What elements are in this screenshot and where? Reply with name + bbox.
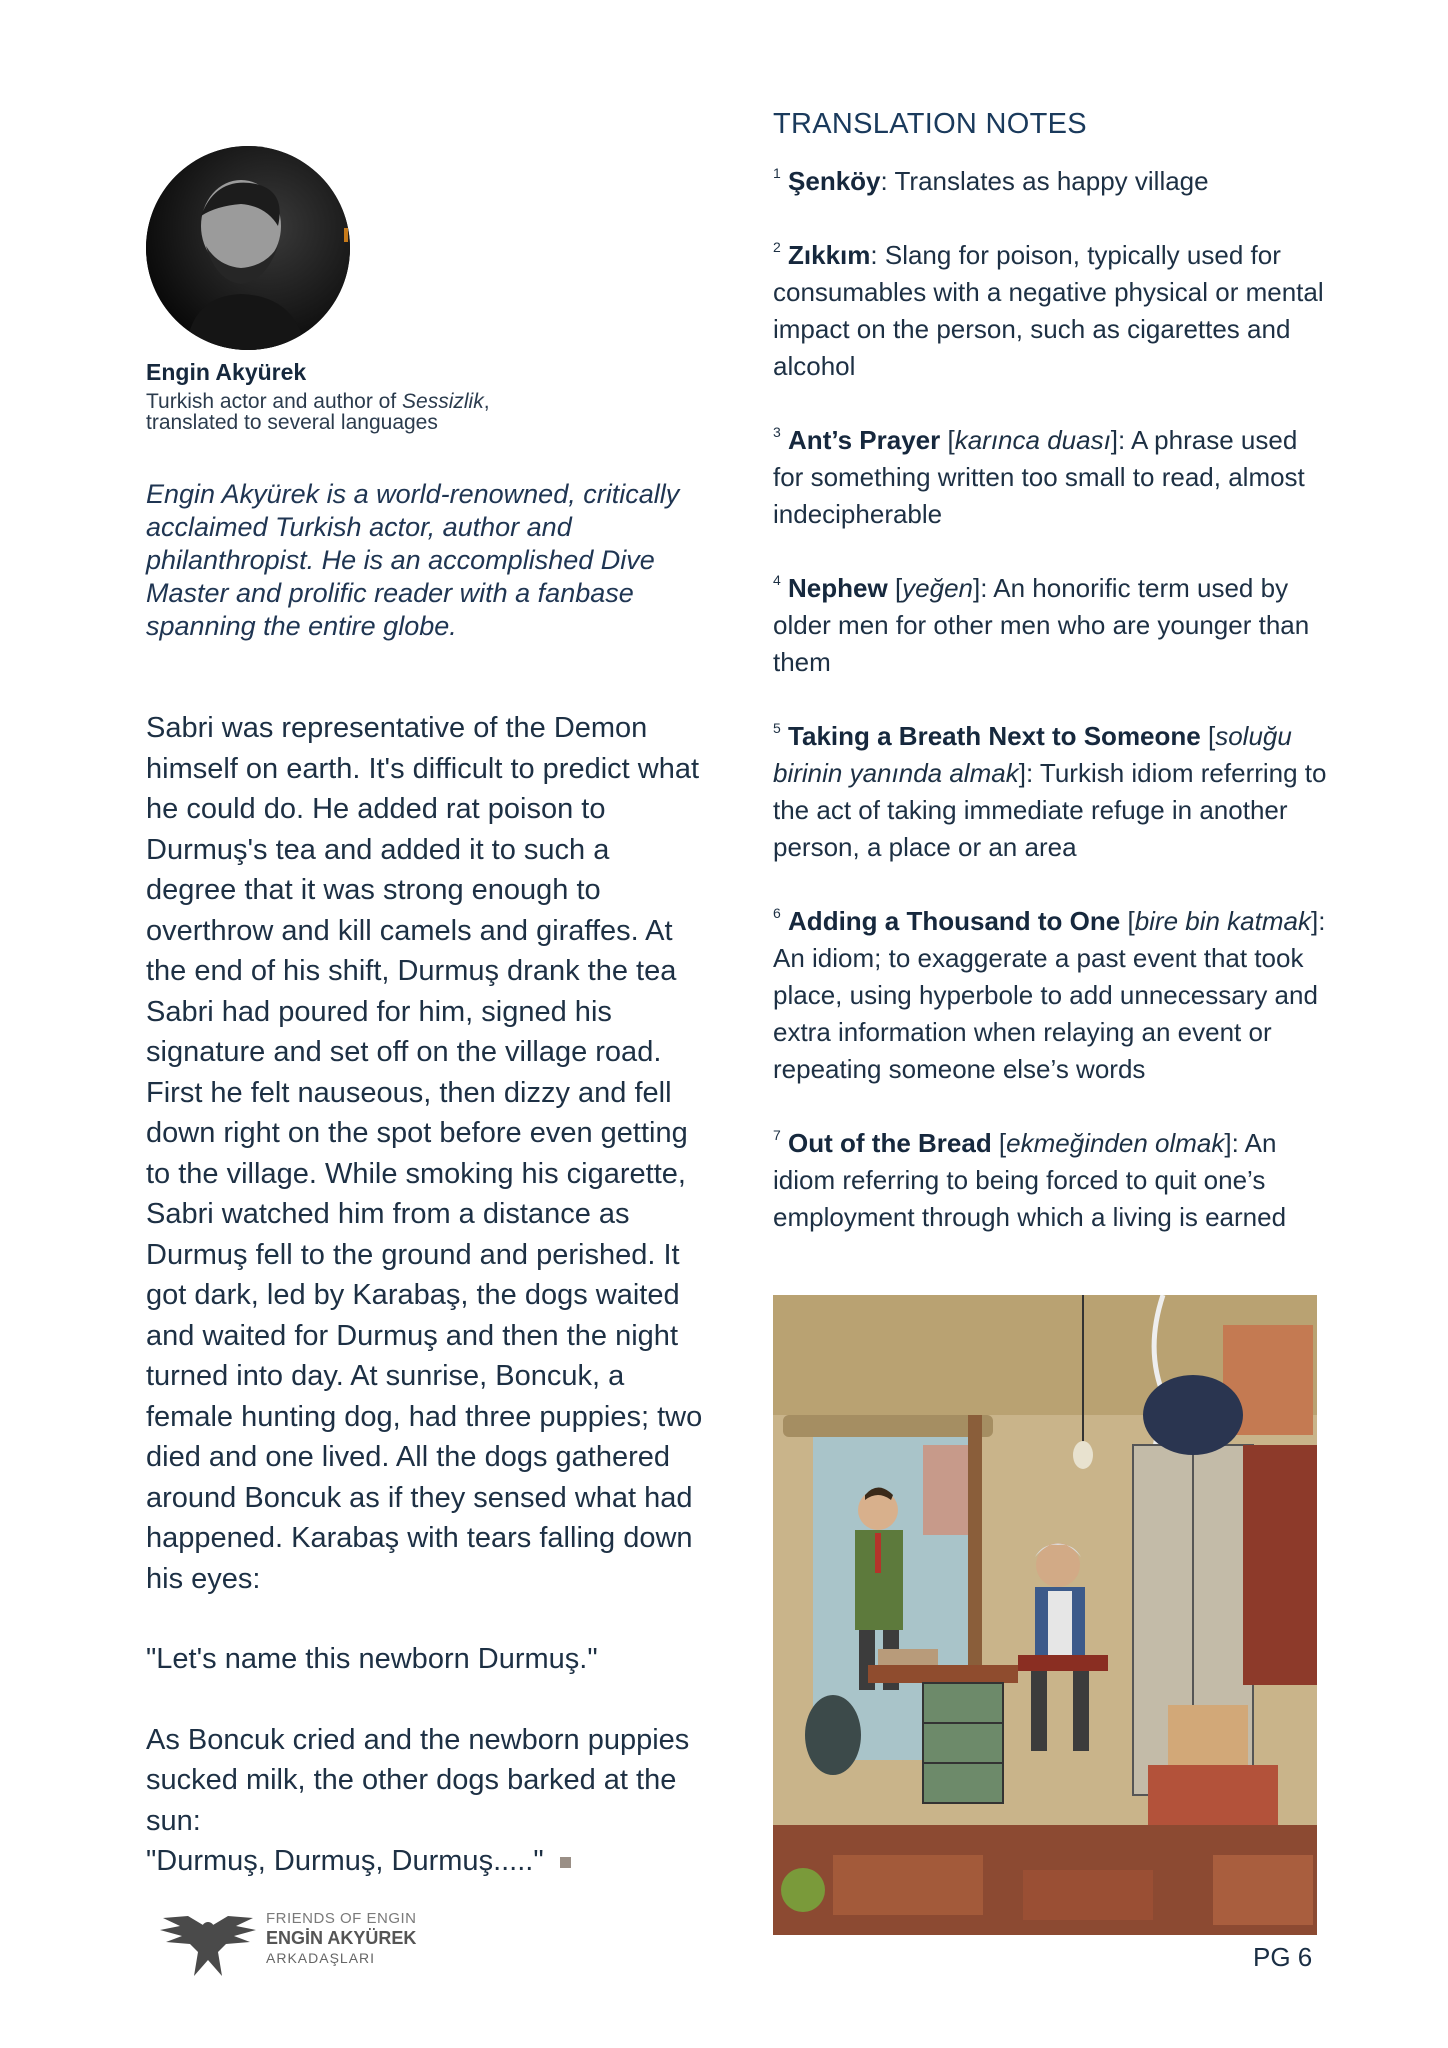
note-original-term: soluğu birinin yanında almak xyxy=(773,721,1292,788)
end-mark-icon xyxy=(560,1857,571,1868)
note-number: 6 xyxy=(773,905,781,921)
author-role-prefix: Turkish actor and author of xyxy=(146,390,403,413)
translation-note: $^3$ Ant’s Prayer [karınca duası]: A phrase used for something written too small to read, almost indecipherable xyxy=(773,424,1305,529)
translation-notes-heading: TRANSLATION NOTES xyxy=(773,108,1087,140)
note-original-term: ekmeğinden olmak xyxy=(1006,1128,1225,1158)
translation-note: $^7$ Out of the Bread [ekmeğinden olmak]: An idiom referring to being forced to quit one’s employment through which a living is earned xyxy=(773,1127,1287,1232)
translation-notes-list xyxy=(773,163,1328,1273)
note-term: Taking a Breath Next to Someone xyxy=(788,721,1201,751)
author-role-line2: translated to several languages xyxy=(146,411,438,434)
author-role-suffix: , xyxy=(483,390,490,413)
logo-text-line3: ARKADAŞLARI xyxy=(266,1950,376,1966)
author-book-title: Sessizlik xyxy=(402,390,484,413)
note-definition: : Turkish idiom referring to the act of taking immediate refuge in another person, a place or an area xyxy=(773,758,1327,862)
note-original-term: yeğen xyxy=(902,573,974,603)
story-ending-text: "Durmuş, Durmuş, Durmuş....." xyxy=(146,1845,544,1877)
story-paragraph: Sabri was representative of the Demon himself on earth. It's difficult to predict what he could do. He added rat poison to Durmuş's tea and added it to such a degree that it was strong enough to overthrow and kill camels and giraffes. At the end of his shift, Durmuş drank the tea Sabri had poured for him, signed his signature and set off on the village road. First he felt nauseous, then dizzy and fell down right on the spot before even getting to the village. While smoking his cigarette, Sabri watched him from a distance as Durmuş fell to the ground and perished. It got dark, led by Karabaş, the dogs waited and waited for Durmuş and then the night turned into day. At sunrise, Boncuk, a female hunting dog, had three puppies; two died and one lived. All the dogs gathered around Boncuk as if they sensed what had happened. Karabaş with tears falling down his eyes: xyxy=(146,712,703,1595)
translation-note xyxy=(773,237,1328,385)
author-name: Engin Akyürek xyxy=(146,359,307,385)
note-definition: : A phrase used for something written too small to read, almost indecipherable xyxy=(773,425,1305,529)
note-term: Şenköy xyxy=(788,166,881,196)
author-photo xyxy=(146,146,350,350)
note-term: Zıkkım xyxy=(788,240,871,270)
logo-text-line1: FRIENDS OF ENGIN xyxy=(266,1910,417,1927)
note-original-term: bire bin katmak xyxy=(1134,906,1311,936)
translation-note: $^4$ Nephew [yeğen]: An honorific term used by older men for other men who are younger than them xyxy=(773,572,1310,677)
friends-of-engin-logo xyxy=(158,1908,438,1980)
eagle-icon xyxy=(158,1908,258,1978)
note-number: 1 xyxy=(773,165,781,181)
note-definition: : Slang for poison, typically used for consumables with a negative physical or mental impact on the person, such as cigarettes and alcohol xyxy=(773,240,1324,381)
note-definition: : An idiom; to exaggerate a past event that took place, using hyperbole to add unnecessary and extra information when relaying an event or repeating someone else’s words xyxy=(773,906,1326,1084)
author-role xyxy=(146,391,566,433)
translation-note: $^6$ Adding a Thousand to One [bire bin katmak]: An idiom; to exaggerate a past event that took place, using hyperbole to add unnecessary and extra information when relaying an event or repeating someone else’s words xyxy=(773,905,1326,1084)
note-number: 7 xyxy=(773,1127,781,1143)
note-term: Out of the Bread xyxy=(788,1128,992,1158)
note-number: 3 xyxy=(773,424,781,440)
note-term: Adding a Thousand to One xyxy=(788,906,1121,936)
author-bio: Engin Akyürek is a world-renowned, critically acclaimed Turkish actor, author and philanthropist. He is an accomplished Dive Master and prolific reader with a fanbase spanning the entire globe. xyxy=(146,479,680,641)
note-term: Ant’s Prayer xyxy=(788,425,941,455)
story-text xyxy=(146,708,706,1882)
logo-text-line2: ENGİN AKYÜREK xyxy=(266,1928,417,1948)
story-quote: "Let's name this newborn Durmuş." xyxy=(146,1643,598,1675)
story-ending xyxy=(146,1841,706,1882)
note-number: 5 xyxy=(773,720,781,736)
note-definition: : An honorific term used by older men for other men who are younger than them xyxy=(773,573,1310,677)
note-number: 4 xyxy=(773,572,781,588)
translation-note: $^5$ Taking a Breath Next to Someone [soluğu birinin yanında almak]: Turkish idiom referring to the act of taking immediate refuge in another person, a place or an area xyxy=(773,720,1327,862)
page-number: PG 6 xyxy=(1253,1942,1313,1972)
note-original-term: karınca duası xyxy=(954,425,1111,455)
note-number: 2 xyxy=(773,239,781,255)
note-definition: : Translates as happy village xyxy=(880,166,1209,196)
translation-note xyxy=(773,163,1328,200)
story-illustration xyxy=(773,1295,1317,1935)
note-definition: : An idiom referring to being forced to quit one’s employment through which a living is earned xyxy=(773,1128,1287,1232)
note-term: Nephew xyxy=(788,573,888,603)
story-paragraph: As Boncuk cried and the newborn puppies sucked milk, the other dogs barked at the sun: xyxy=(146,1723,690,1837)
